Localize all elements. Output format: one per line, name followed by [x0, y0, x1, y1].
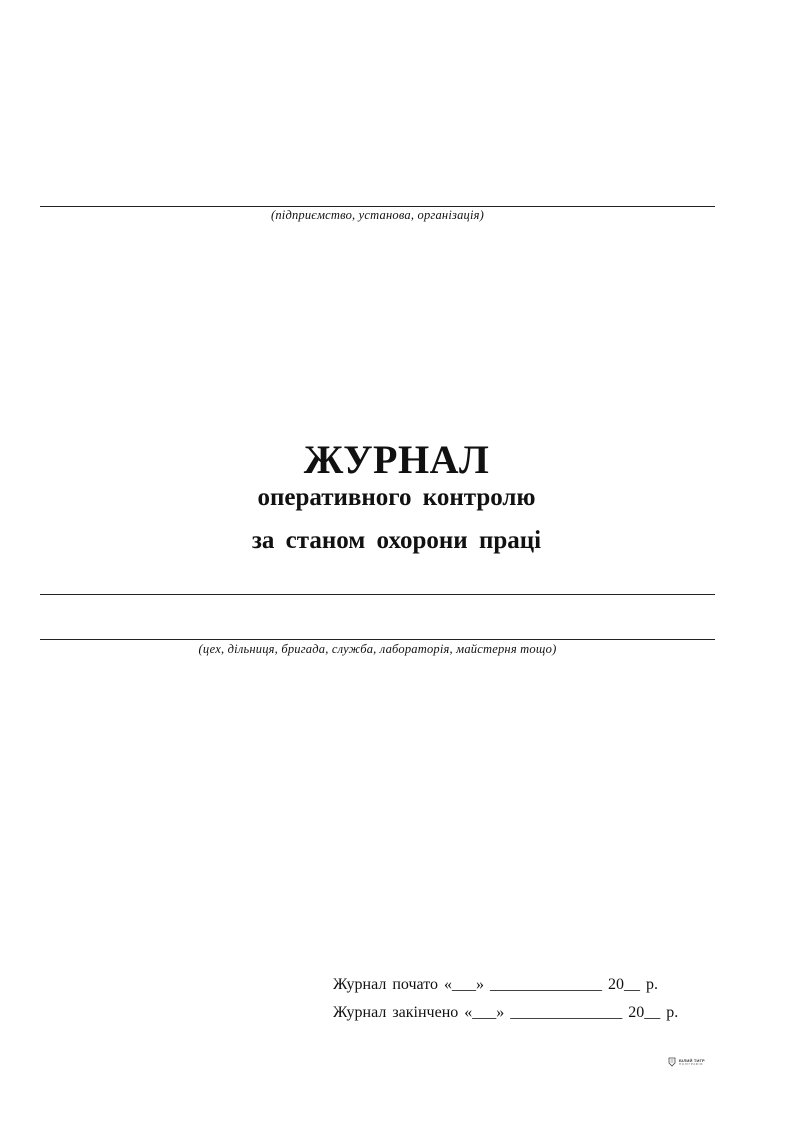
document-subtitle-line-2: за станом охорони праці [251, 527, 542, 554]
organization-caption: (підприємство, установа, організація) [270, 208, 485, 222]
organization-line [40, 206, 715, 207]
publisher-logo [668, 1056, 716, 1068]
department-line-2 [40, 639, 715, 640]
department-line-1 [40, 594, 715, 595]
logo-sub-text: ПОЛІГРАФІЯ [679, 1061, 703, 1066]
journal-finished-line: Журнал закінчено «___» ______________ 20__ р. [333, 1004, 679, 1021]
document-title: ЖУРНАЛ [303, 437, 490, 482]
journal-started-line: Журнал почато «___» ______________ 20__ р. [333, 976, 659, 993]
document-subtitle-line-1: оперативного контролю [257, 484, 536, 511]
department-caption: (цех, дільниця, бригада, служба, лабораторія, майстерня тощо) [198, 642, 557, 656]
logo-brand-text: БІЛИЙ ТИГР [679, 1057, 705, 1063]
tiger-emblem-icon [668, 1057, 676, 1067]
